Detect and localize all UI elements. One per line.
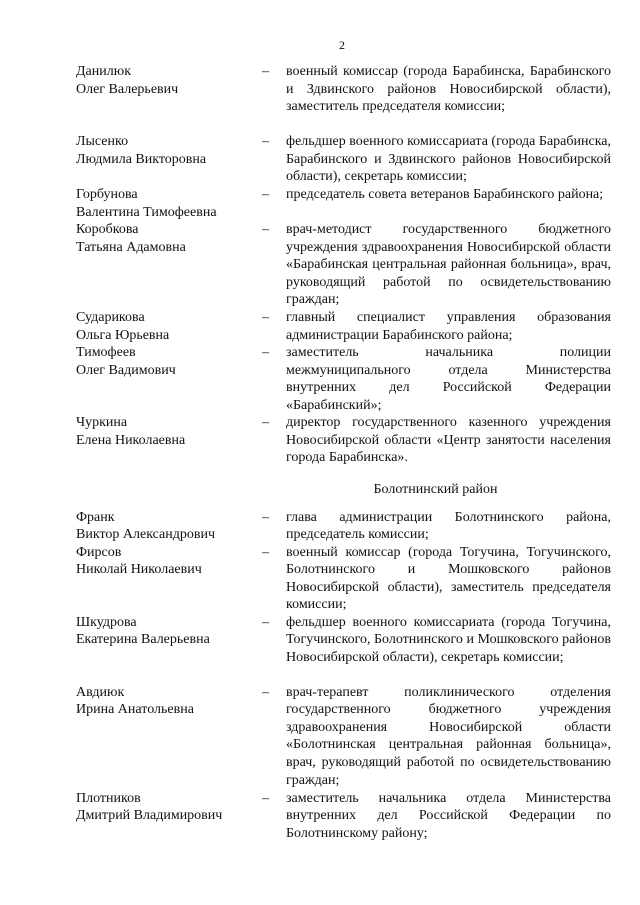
- member-entry: [76, 133, 611, 186]
- member-entry: [76, 344, 611, 414]
- member-surname: Шкудрова: [76, 614, 137, 630]
- member-surname: Данилюк: [76, 64, 131, 79]
- dash-separator: –: [262, 222, 269, 237]
- member-role: главный специалист управления образования администрации Барабинского района;: [286, 310, 611, 343]
- member-role: председатель совета ветеранов Барабинского района;: [286, 187, 604, 202]
- member-role: фельдшер военного комиссариата (города Тогучина, Тогучинского, Болотнинского и Мошковского районов Новосибирской области), секретарь комиссии;: [286, 614, 611, 665]
- member-name: [76, 509, 262, 544]
- member-surname: Сударикова: [76, 310, 145, 325]
- member-entry: [76, 790, 611, 843]
- member-given-names: Татьяна Адамовна: [76, 239, 186, 255]
- member-given-names: Ирина Анатольевна: [76, 702, 194, 718]
- member-entry: [76, 221, 611, 309]
- dash-separator: –: [262, 64, 269, 79]
- member-entry: [76, 414, 611, 467]
- member-role: военный комиссар (города Тогучина, Тогучинского, Болотнинского и Мошковского районов Новосибирской области), заместитель председателя комиссии;: [286, 544, 611, 613]
- member-surname: Авдиюк: [76, 684, 125, 700]
- member-entry: [76, 509, 611, 544]
- member-surname: Тимофеев: [76, 345, 136, 360]
- dash-separator: –: [262, 544, 269, 560]
- member-given-names: Дмитрий Владимирович: [76, 808, 223, 824]
- member-entry: [76, 544, 611, 614]
- member-surname: Чуркина: [76, 415, 128, 430]
- member-given-names: Николай Николаевич: [76, 562, 202, 578]
- member-surname: Коробкова: [76, 222, 139, 237]
- dash-separator: –: [262, 134, 269, 149]
- member-role: врач-терапевт поликлинического отделения государственного бюджетного учреждения здравоохранения Новосибирской области «Болотнинская центральная районная больница», врач, руководящий работой по освидетельствованию граждан;: [286, 684, 611, 788]
- commission-list: [76, 63, 611, 843]
- member-given-names: Людмила Викторовна: [76, 151, 207, 167]
- member-name: [76, 63, 262, 133]
- member-given-names: Екатерина Валерьевна: [76, 632, 210, 648]
- page-number: 2: [339, 38, 345, 52]
- member-surname: Франк: [76, 509, 115, 525]
- member-name: [76, 309, 262, 344]
- member-role: директор государственного казенного учреждения Новосибирской области «Центр занятости населения города Барабинска».: [286, 415, 611, 466]
- member-entry: [76, 309, 611, 344]
- member-role: глава администрации Болотнинского района, председатель комиссии;: [286, 509, 611, 543]
- member-role: врач-методист государственного бюджетного учреждения здравоохранения Новосибирской области «Барабинская центральная районная больница», врач, руководящий работой по освидетельствованию граждан;: [286, 222, 611, 308]
- section-heading: Болотнинский район: [373, 482, 498, 497]
- member-name: [76, 614, 262, 684]
- member-surname: Плотников: [76, 790, 141, 806]
- member-name: [76, 414, 262, 467]
- member-surname: Горбунова: [76, 187, 138, 202]
- member-given-names: Олег Валерьевич: [76, 81, 179, 97]
- dash-separator: –: [262, 614, 269, 630]
- member-entry: [76, 63, 611, 133]
- member-given-names: Елена Николаевна: [76, 432, 186, 448]
- dash-separator: –: [262, 684, 269, 700]
- member-entry: [76, 684, 611, 790]
- member-name: [76, 186, 262, 221]
- member-entry: [76, 614, 611, 684]
- member-surname: Лысенко: [76, 134, 129, 149]
- member-name: [76, 344, 262, 414]
- dash-separator: –: [262, 310, 269, 325]
- member-surname: Фирсов: [76, 544, 122, 560]
- member-entry: [76, 186, 611, 221]
- member-name: [76, 544, 262, 614]
- member-role: военный комиссар (города Барабинска, Барабинского и Здвинского районов Новосибирской области), заместитель председателя комиссии;: [286, 64, 611, 115]
- member-name: [76, 221, 262, 309]
- dash-separator: –: [262, 415, 269, 430]
- dash-separator: –: [262, 345, 269, 360]
- member-given-names: Виктор Александрович: [76, 527, 216, 543]
- member-role: заместитель начальника полиции межмуниципального отдела Министерства внутренних дел Российской Федерации «Барабинский»;: [286, 345, 611, 413]
- dash-separator: –: [262, 187, 269, 202]
- member-given-names: Валентина Тимофеевна: [76, 204, 217, 220]
- member-role: заместитель начальника отдела Министерства внутренних дел Российской Федерации по Болотнинскому району;: [286, 790, 611, 841]
- member-given-names: Олег Вадимович: [76, 362, 176, 378]
- member-name: [76, 790, 262, 843]
- member-given-names: Ольга Юрьевна: [76, 327, 170, 343]
- member-name: [76, 133, 262, 186]
- dash-separator: –: [262, 509, 269, 525]
- member-name: [76, 684, 262, 790]
- member-role: фельдшер военного комиссариата (города Барабинска, Барабинского и Здвинского районов Новосибирской области), секретарь комиссии;: [286, 134, 611, 185]
- dash-separator: –: [262, 790, 269, 806]
